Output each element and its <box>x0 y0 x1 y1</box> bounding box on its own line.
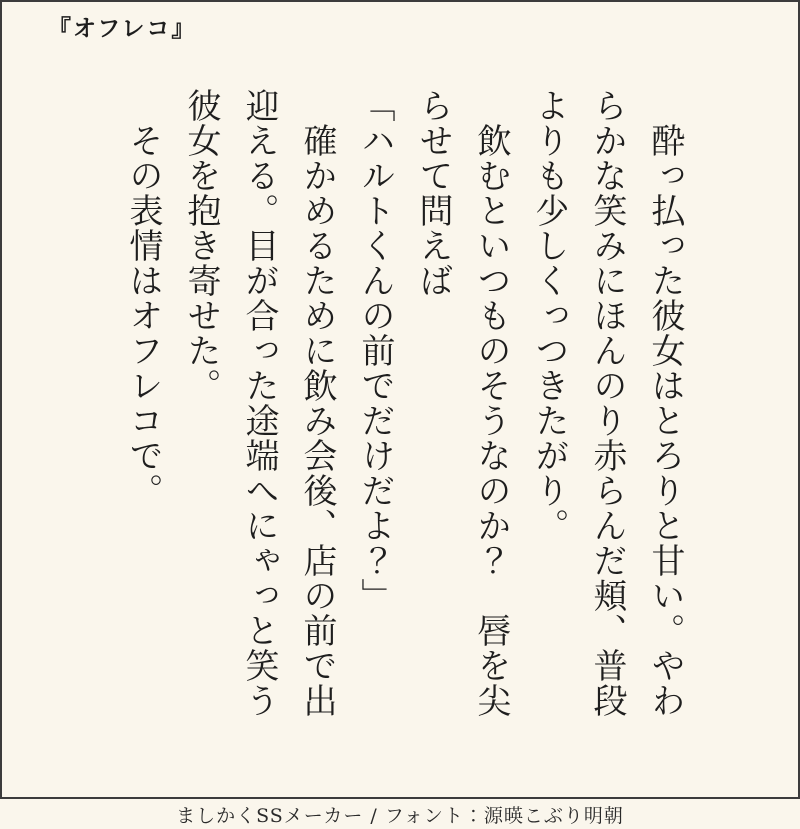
page-title: 『オフレコ』 <box>48 15 197 42</box>
story-paragraph: 酔っ払った彼女はとろりと甘い。やわらかな笑みにほんのり赤らんだ頬、普段よりも少しくっつきたがり。 <box>529 88 685 718</box>
story-text <box>114 88 694 720</box>
story-paragraph: 飲むといつものそうなのか？ 唇を尖らせて問えば <box>413 88 511 718</box>
story-paragraph-dialogue: 「ハルトくんの前でだけだよ？」 <box>355 88 395 613</box>
story-paragraph: 確かめるために飲み会後、店の前で出迎える。目が合った途端へにゃっと笑う彼女を抱き寄せた。 <box>181 88 337 718</box>
footer-credit: ましかくSSメーカー / フォント：源暎こぶり明朝 <box>0 799 800 829</box>
story-paragraph: その表情はオフレコで。 <box>123 123 163 508</box>
